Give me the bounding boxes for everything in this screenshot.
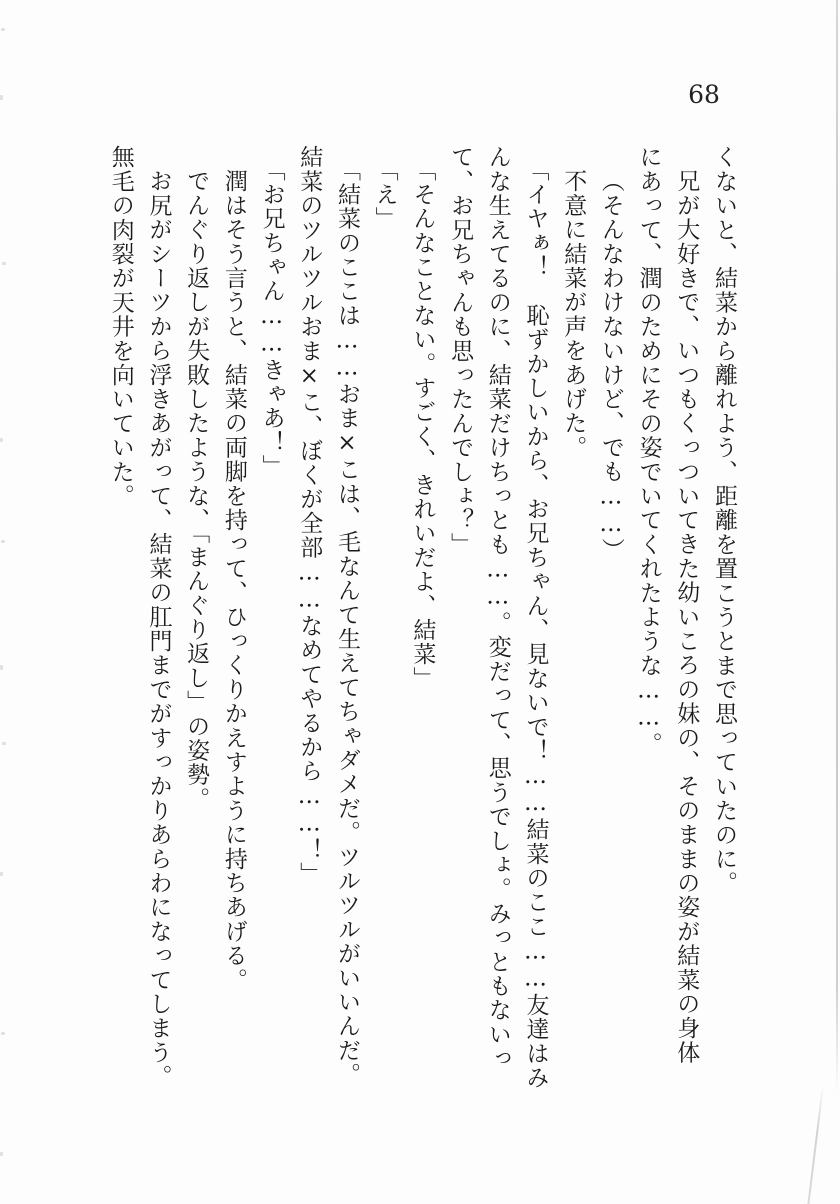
- paragraph: 潤はそう言うと、結菜の両脚を持って、ひっくりかえすように持ちあげる。: [220, 169, 247, 992]
- paragraph: 「そんなことない。すごく、きれいだよ、結菜」: [409, 158, 436, 691]
- paragraph: 「結菜のここは……おま×こは、毛なんて生えてちゃダメだ。ツルツルがいいんだ。 結菜のツルツルおま×こ、ぼくが全部……なめてやるから……！」: [296, 145, 360, 1087]
- paragraph: 「イヤぁ！ 恥ずかしいから、お兄ちゃん、見ないで！……結菜のここ……友達はみ んな生えてるのに、結菜だけちっとも……。変だって、思うでしょ。みっともないっ て、お兄ちゃんも思ったんでしょ？」: [447, 145, 549, 1090]
- paragraph: 不意に結菜が声をあげた。: [560, 169, 587, 460]
- paragraph: 兄が大好きで、いつもくっついてきた幼いころの妹の、そのままの姿が結菜の身体 にあって、潤のためにその姿でいてくれたような……。: [635, 145, 700, 1065]
- scan-edge-right-line: [836, 0, 838, 1095]
- scan-edge-bottom-curve: [807, 1085, 824, 1204]
- paragraph: （そんなわけないけど、でも……）: [597, 169, 624, 563]
- paragraph: 「お兄ちゃん……きゃあ！」: [258, 158, 285, 479]
- page-number: 68: [688, 80, 720, 109]
- paragraph: お尻がシーツから浮きあがって、結菜の肛門までがすっかりあらわになってしまう。 無毛の肉裂が天井を向いていた。: [107, 145, 172, 1089]
- paragraph: くないと、結菜から離れよう、距離を置こうとまで思っていたのに。: [711, 145, 737, 896]
- paragraph: でんぐり返しが失敗したような、「まんぐり返し」の姿勢。: [183, 169, 210, 811]
- vertical-text-block: [90, 145, 742, 1107]
- paragraph: 「え」: [371, 158, 398, 231]
